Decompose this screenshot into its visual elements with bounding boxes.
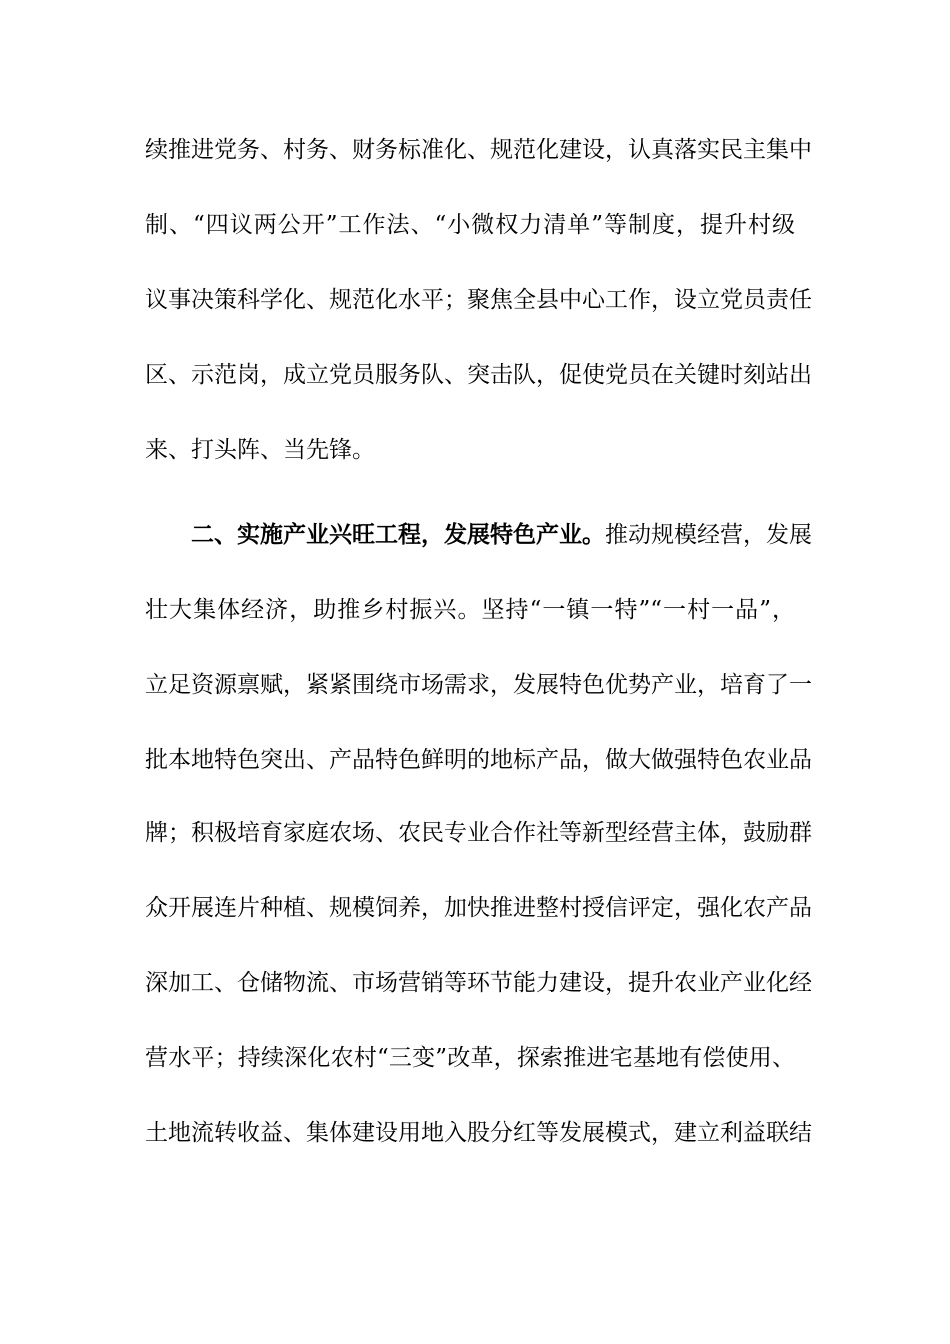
paragraph-1-line-1: 续推进党务、村务、财务标准化、规范化建设，认真落实民主集中 bbox=[145, 137, 812, 163]
paragraph-1-line-3: 议事决策科学化、规范化水平；聚焦全县中心工作，设立党员责任 bbox=[145, 287, 812, 313]
paragraph-2-line-1 bbox=[191, 515, 812, 555]
paragraph-2-line-3: 立足资源禀赋，紧紧围绕市场需求，发展特色优势产业，培育了一 bbox=[145, 672, 812, 698]
paragraph-2-line-7: 深加工、仓储物流、市场营销等环节能力建设，提升农业产业化经 bbox=[145, 970, 812, 996]
paragraph-1-line-4: 区、示范岗，成立党员服务队、突击队，促使党员在关键时刻站出 bbox=[145, 362, 812, 388]
paragraph-2-line-5: 牌；积极培育家庭农场、农民专业合作社等新型经营主体，鼓励群 bbox=[145, 820, 812, 846]
paragraph-2-line-6: 众开展连片种植、规模饲养，加快推进整村授信评定，强化农产品 bbox=[145, 895, 812, 921]
paragraph-2-line-4: 批本地特色突出、产品特色鲜明的地标产品，做大做强特色农业品 bbox=[145, 747, 812, 773]
section-heading: 二、实施产业兴旺工程，发展特色产业。 bbox=[191, 521, 605, 548]
section-heading-rest: 推动规模经营，发展 bbox=[605, 522, 812, 548]
paragraph-2-line-9: 土地流转收益、集体建设用地入股分红等发展模式，建立利益联结 bbox=[145, 1120, 812, 1146]
paragraph-1-line-5: 来、打头阵、当先锋。 bbox=[145, 437, 375, 463]
paragraph-1-line-2: 制、“四议两公开”工作法、“小微权力清单”等制度，提升村级 bbox=[145, 212, 795, 238]
paragraph-2-line-8: 营水平；持续深化农村“三变”改革，探索推进宅基地有偿使用、 bbox=[145, 1045, 795, 1071]
paragraph-2-line-2: 壮大集体经济，助推乡村振兴。坚持“一镇一特”“一村一品”， bbox=[145, 597, 795, 623]
